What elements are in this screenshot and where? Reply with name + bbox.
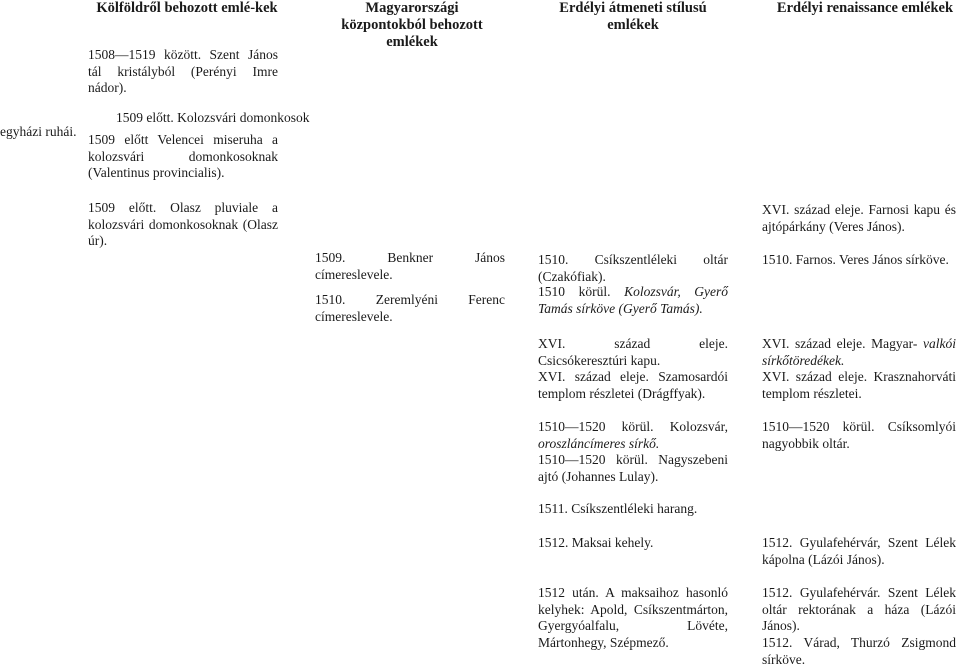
entry-text: Csíkszentléleki harang. (571, 501, 698, 516)
entry-text: Krasznahorváti templom részletei. (762, 369, 957, 401)
entry (315, 292, 505, 325)
entry-text: Farnos. Veres János sírköve. (795, 252, 949, 267)
entry-date: XVI. század eleje. (762, 336, 866, 351)
entry-date: 1510. (315, 292, 346, 307)
entry-text: Kolozsvár, Gyerő Tamás sírköve (538, 284, 729, 316)
entry (88, 200, 278, 250)
entry-date: 1512 után. (538, 585, 599, 600)
entry-text: A maksaihoz hasonló kelyhek: Apold, Csíkszentmárton, Gyergyóalfalu, Lövéte, Mártonhegy, Szépmező. (538, 585, 728, 650)
entry-date: XVI. század eleje. (762, 202, 864, 217)
entry-date: XVI. század eleje. (538, 369, 649, 384)
entry (538, 252, 728, 285)
entry-date: 1510—1520 körül. (762, 419, 875, 434)
entry (538, 284, 728, 317)
entry-date: 1512. (762, 635, 793, 650)
entry-text: Zeremlyéni Ferenc címereslevele. (315, 292, 506, 324)
entry (315, 250, 505, 283)
entry (762, 336, 956, 369)
entry-text: Farnosi kapu és ajtópárkány (Veres János). (762, 202, 956, 234)
entry (762, 252, 956, 269)
entry-text: Csíksomlyói nagyobbik oltár. (762, 419, 957, 451)
entry (762, 635, 956, 668)
entry-text: Olasz pluviale a kolozsvári domonkosoknak (Olasz úr). (88, 200, 279, 248)
entry-text: előtt Velencei miseruha a kolozsvári domonkosoknak (Valentinus provincialis). (88, 132, 278, 180)
entry-date: 1511. (538, 501, 568, 516)
entry-text: Szamosardói templom részletei (Drágffyak). (538, 369, 729, 401)
entry (88, 47, 278, 97)
entry-date: 1510—1520 körül. (538, 452, 648, 467)
entry (538, 452, 728, 485)
entry-text: Benkner János címereslevele. (315, 250, 506, 282)
entry-text: Szent János tál kristályból (Perényi Imre nádor). (88, 47, 278, 95)
entry (88, 132, 278, 182)
entry-text: Kolozsvár, (669, 419, 729, 434)
entry-date: 1509. (315, 250, 346, 265)
column-header-transitional: Erdélyi átmeneti stílusú emlékek (559, 0, 707, 33)
entry-date: 1510. (762, 252, 793, 267)
entry (762, 419, 956, 452)
entry (762, 369, 956, 402)
entry-date: 1512. (762, 585, 793, 600)
entry-text: Nagyszebeni ajtó (Johannes Lulay). (538, 452, 729, 484)
entry-date: XVI. század eleje. (762, 369, 868, 384)
entry-text: valkói sírkőtöredékek. (762, 336, 957, 368)
entry (538, 535, 728, 552)
column-header-foreign: Kölföldről behozott emlé-kek (96, 0, 278, 16)
entry (116, 110, 310, 127)
side-label: egyházi ruhái. (0, 124, 77, 139)
entry-date: 1510. (538, 252, 569, 267)
entry-text: Csíkszentléleki oltár (Czakófiak). (538, 252, 728, 284)
entry (538, 585, 728, 651)
entry-text: Maksai kehely. (571, 535, 654, 550)
column-header-renaissance: Erdélyi renaissance emlékek (776, 0, 954, 16)
entry-date: 1509 előtt. (88, 200, 157, 215)
entry-text: Kolozsvári domonkosok (177, 110, 310, 125)
entry (762, 202, 956, 235)
entry-date: 1509 előtt. (116, 110, 174, 125)
entry-text: Gyulafehérvár. Szent Lélek oltár rektorának a háza (Lázói János). (762, 585, 956, 633)
entry (762, 585, 956, 635)
entry-text: Magyar- (871, 336, 918, 351)
entry (538, 419, 728, 452)
entry-text: oroszláncímeres sírkő. (538, 435, 660, 451)
entry-text: Várad, Thurzó Zsigmond sírköve. (762, 635, 956, 667)
entry-text: (Gyerő Tamás). (618, 300, 703, 316)
entry-date: 1512. (538, 535, 569, 550)
entry-date: 1510—1520 körül. (538, 419, 654, 434)
entry-date: 1508—1519 között. (88, 47, 202, 62)
entry-date: XVI. század eleje. (538, 336, 728, 351)
entry (538, 369, 728, 402)
column-header-hungarian-centers: Magyarországi központokból behozott emlékek (341, 0, 483, 50)
entry-date: 1510 körül. (538, 284, 611, 299)
entry-text: Gyulafehérvár, Szent Lélek kápolna (Lázói János). (762, 535, 957, 567)
entry (538, 336, 728, 369)
entry-text: Csicsókeresztúri kapu. (538, 352, 661, 368)
entry-date: 1512. (762, 535, 793, 550)
entry-date: 1509 (88, 132, 115, 147)
entry (762, 535, 956, 568)
entry (538, 501, 728, 518)
